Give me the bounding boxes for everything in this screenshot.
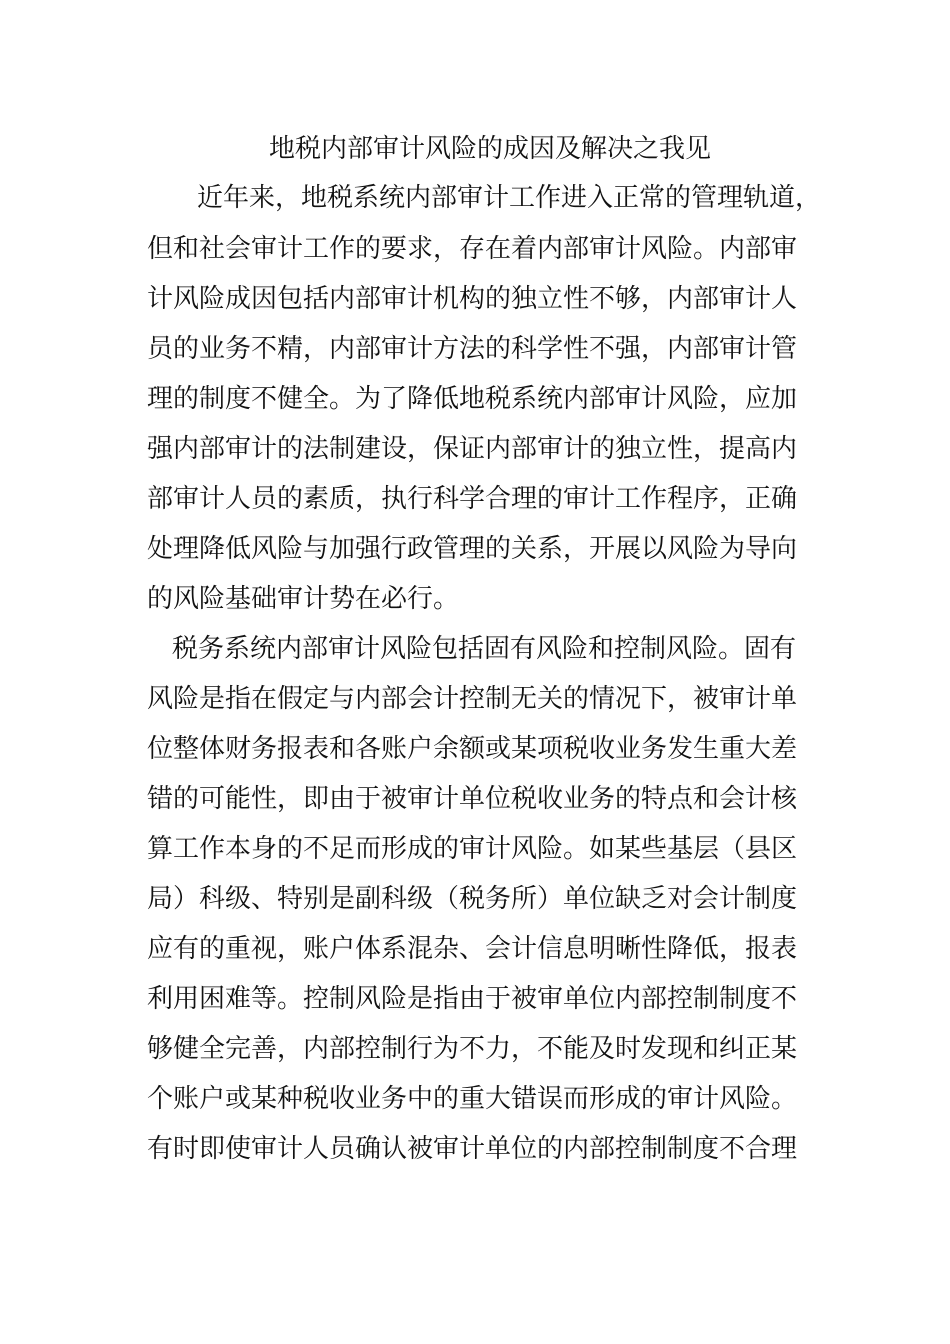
paragraph-2-line: 税务系统内部审计风险包括固有风险和控制风险。固有 (172, 634, 797, 664)
paragraph-2-line: 风险是指在假定与内部会计控制无关的情况下，被审计单 (147, 684, 798, 714)
paragraph-2-line: 局）科级、特别是副科级（税务所）单位缺乏对会计制度 (147, 884, 798, 914)
paragraph-1-line: 的风险基础审计势在必行。 (147, 584, 460, 614)
paragraph-1-line: 近年来，地税系统内部审计工作进入正常的管理轨道， (197, 183, 822, 213)
paragraph-1-line: 理的制度不健全。为了降低地税系统内部审计风险，应加 (147, 384, 798, 414)
paragraph-1-line: 计风险成因包括内部审计机构的独立性不够，内部审计人 (147, 284, 798, 314)
paragraph-1-line: 部审计人员的素质，执行科学合理的审计工作程序，正确 (147, 484, 798, 514)
paragraph-2-line: 算工作本身的不足而形成的审计风险。如某些基层（县区 (147, 834, 798, 864)
paragraph-2-line: 个账户或某种税收业务中的重大错误而形成的审计风险。 (147, 1084, 798, 1114)
paragraph-2-line: 够健全完善，内部控制行为不力，不能及时发现和纠正某 (147, 1034, 798, 1064)
paragraph-1-line: 员的业务不精，内部审计方法的科学性不强，内部审计管 (147, 334, 798, 364)
paragraph-2-line: 利用困难等。控制风险是指由于被审单位内部控制制度不 (147, 984, 798, 1014)
paragraph-1-line: 但和社会审计工作的要求，存在着内部审计风险。内部审 (147, 234, 798, 264)
paragraph-2-line: 位整体财务报表和各账户余额或某项税收业务发生重大差 (147, 734, 798, 764)
paragraph-2-line: 错的可能性，即由于被审计单位税收业务的特点和会计核 (147, 784, 798, 814)
paragraph-2-line: 应有的重视，账户体系混杂、会计信息明晰性降低，报表 (147, 934, 798, 964)
paragraph-2-line: 有时即使审计人员确认被审计单位的内部控制制度不合理 (147, 1134, 798, 1164)
paragraph-1-line: 强内部审计的法制建设，保证内部审计的独立性，提高内 (147, 434, 798, 464)
paragraph-1-line: 处理降低风险与加强行政管理的关系，开展以风险为导向 (147, 534, 798, 564)
document-title: 地税内部审计风险的成因及解决之我见 (268, 134, 711, 164)
